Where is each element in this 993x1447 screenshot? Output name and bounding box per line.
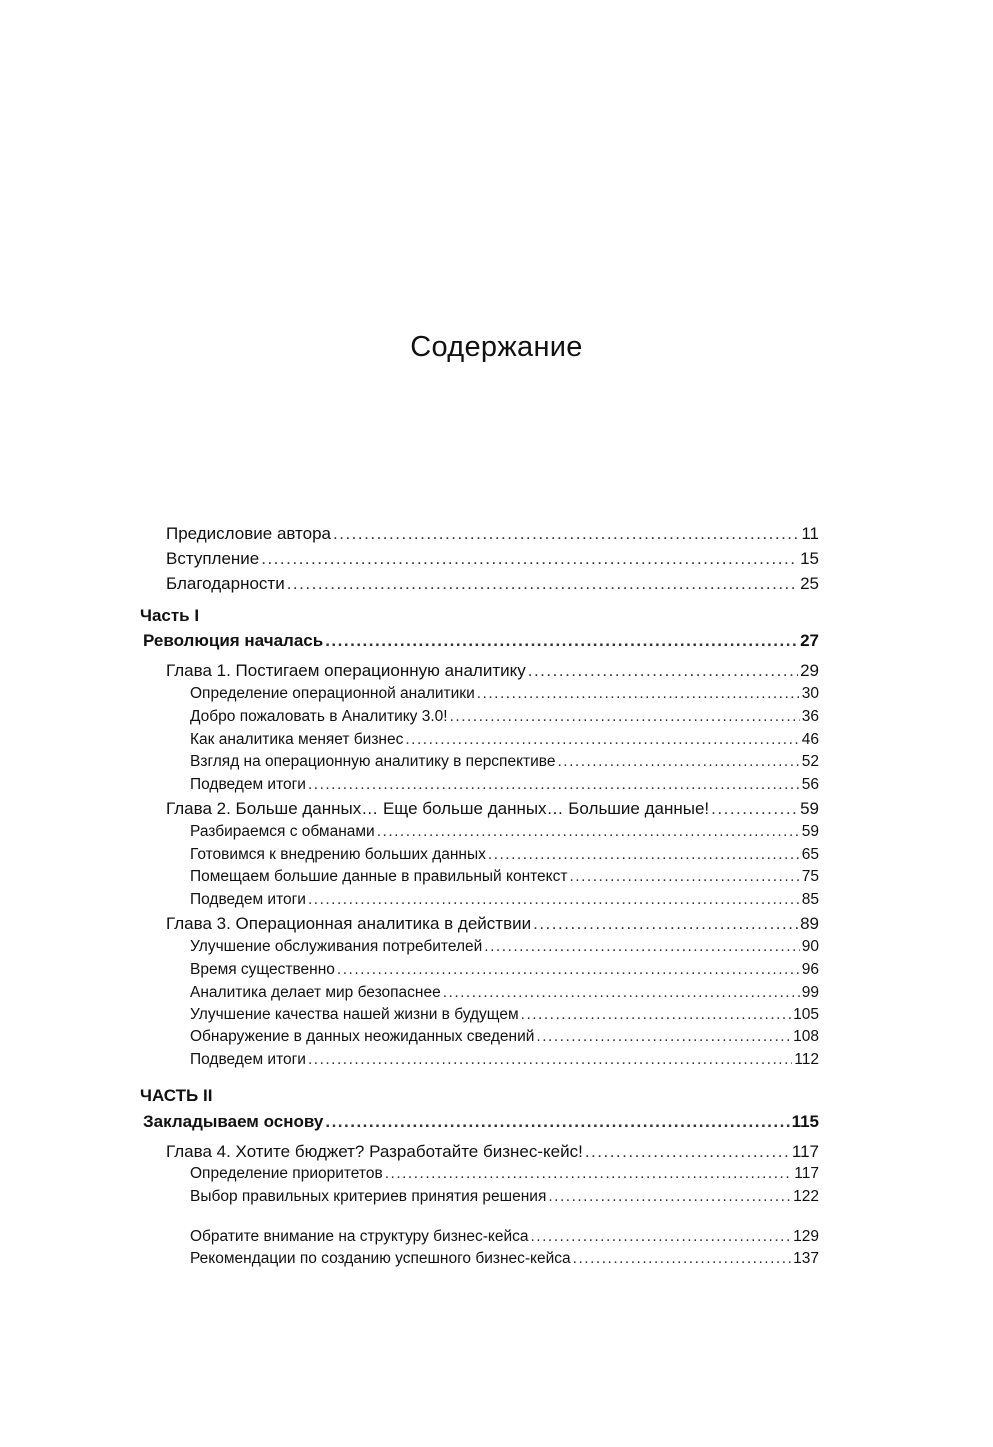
- toc-entry-page: 11: [801, 524, 819, 543]
- toc-part-title: [143, 632, 819, 652]
- toc-leader-dots: [287, 575, 798, 592]
- toc-entry-page: 25: [800, 574, 819, 593]
- section-label: Как аналитика меняет бизнес: [190, 731, 404, 748]
- toc-leader-dots: [450, 709, 800, 725]
- toc-leader-dots: [484, 939, 799, 955]
- toc-leader-dots: [488, 847, 800, 863]
- toc-leader-dots: [443, 985, 800, 1001]
- toc-leader-dots: [557, 754, 799, 770]
- chapter-label: Глава 3. Операционная аналитика в действии: [166, 914, 532, 933]
- section-page: 117: [794, 1165, 819, 1182]
- toc-section: [190, 709, 819, 727]
- toc-section: [190, 754, 819, 772]
- chapter-label: Глава 1. Постигаем операционную аналитику: [166, 661, 526, 680]
- page-title: Содержание: [410, 331, 583, 363]
- toc-section: [190, 1189, 819, 1207]
- toc-entry-label: Предисловие автора: [166, 524, 332, 543]
- toc-section: [190, 985, 819, 1003]
- part-heading-label: Часть I: [140, 606, 200, 625]
- toc-chapter: [166, 800, 819, 820]
- toc-leader-dots: [711, 800, 798, 817]
- section-page: 59: [801, 823, 819, 840]
- toc-section: [190, 1166, 819, 1184]
- section-label: Рекомендации по созданию успешного бизнес-кейса: [190, 1250, 571, 1267]
- chapter-label: Глава 2. Больше данных… Еще больше данных… Большие данные!: [166, 799, 710, 818]
- toc-section: [190, 777, 819, 795]
- section-page: 129: [793, 1228, 819, 1245]
- toc-leader-dots: [533, 915, 798, 932]
- toc-entry-label: Вступление: [166, 549, 260, 568]
- section-page: 52: [801, 753, 819, 770]
- section-page: 112: [794, 1051, 819, 1068]
- toc-entry-front: [166, 575, 819, 595]
- toc-chapter: [166, 1143, 819, 1163]
- toc-section: [190, 892, 819, 910]
- section-page: 36: [801, 708, 819, 725]
- toc-chapter: [166, 662, 819, 682]
- section-label: Помещаем большие данные в правильный контекст: [190, 868, 568, 885]
- toc-section: [190, 732, 819, 750]
- part-title-label: Закладываем основу: [143, 1112, 324, 1131]
- section-label: Подведем итоги: [190, 1051, 306, 1068]
- section-label: Определение операционной аналитики: [190, 685, 475, 702]
- toc-leader-dots: [528, 662, 798, 679]
- part-title-page: 115: [791, 1112, 819, 1131]
- chapter-page: 89: [800, 914, 819, 933]
- section-label: Готовимся к внедрению больших данных: [190, 846, 486, 863]
- section-page: 96: [801, 961, 819, 978]
- chapter-label: Глава 4. Хотите бюджет? Разработайте бизнес-кейс!: [166, 1142, 583, 1161]
- part-heading-label: ЧАСТЬ II: [140, 1086, 213, 1105]
- section-page: 105: [793, 1006, 819, 1023]
- section-page: 137: [793, 1250, 819, 1267]
- toc-leader-dots: [325, 632, 798, 649]
- toc-leader-dots: [477, 686, 800, 702]
- section-page: 108: [793, 1028, 819, 1045]
- section-label: Аналитика делает мир безопаснее: [190, 984, 441, 1001]
- toc-section: [190, 939, 819, 957]
- section-label: Время существенно: [190, 961, 335, 978]
- toc-part-title: [143, 1113, 819, 1133]
- section-page: 30: [801, 685, 819, 702]
- toc-entry-front: [166, 525, 819, 545]
- chapter-page: 117: [791, 1142, 819, 1161]
- toc-chapter: [166, 915, 819, 935]
- toc-leader-dots: [377, 824, 800, 840]
- section-page: 99: [801, 984, 819, 1001]
- section-label: Подведем итоги: [190, 891, 306, 908]
- toc-leader-dots: [521, 1007, 791, 1023]
- chapter-page: 29: [800, 661, 819, 680]
- toc-section: [190, 962, 819, 980]
- toc-entry-page: 15: [800, 549, 819, 568]
- section-label: Обратите внимание на структуру бизнес-кейса: [190, 1228, 529, 1245]
- toc-leader-dots: [405, 732, 799, 748]
- section-label: Подведем итоги: [190, 776, 306, 793]
- toc-section: [190, 824, 819, 842]
- toc-entry-front: [166, 550, 819, 570]
- toc-section: [190, 1007, 819, 1025]
- toc-section: [190, 869, 819, 887]
- section-label: Определение приоритетов: [190, 1165, 383, 1182]
- section-label: Улучшение качества нашей жизни в будущем: [190, 1006, 519, 1023]
- section-page: 56: [801, 776, 819, 793]
- toc-section: [190, 1229, 819, 1247]
- toc-section: [190, 1029, 819, 1047]
- toc-entry-label: Благодарности: [166, 574, 285, 593]
- toc-leader-dots: [333, 525, 799, 542]
- toc-part-heading: [140, 607, 199, 627]
- section-page: 75: [801, 868, 819, 885]
- section-label: Улучшение обслуживания потребителей: [190, 938, 483, 955]
- toc-leader-dots: [548, 1189, 791, 1205]
- toc-leader-dots: [337, 962, 800, 978]
- toc-leader-dots: [536, 1029, 791, 1045]
- toc-leader-dots: [531, 1229, 792, 1245]
- section-page: 46: [801, 731, 819, 748]
- section-page: 90: [801, 938, 819, 955]
- toc-leader-dots: [573, 1251, 791, 1267]
- toc-leader-dots: [585, 1143, 790, 1160]
- section-label: Выбор правильных критериев принятия решения: [190, 1188, 547, 1205]
- toc-leader-dots: [308, 777, 800, 793]
- section-label: Взгляд на операционную аналитику в перспективе: [190, 753, 556, 770]
- toc-section: [190, 1251, 819, 1269]
- section-label: Обнаружение в данных неожиданных сведений: [190, 1028, 535, 1045]
- part-title-page: 27: [800, 631, 819, 650]
- section-page: 65: [801, 846, 819, 863]
- section-page: 85: [801, 891, 819, 908]
- section-page: 122: [793, 1188, 819, 1205]
- part-title-label: Революция началась: [143, 631, 324, 650]
- toc-leader-dots: [569, 869, 799, 885]
- toc-part-heading: [140, 1087, 212, 1107]
- toc-leader-dots: [308, 892, 800, 908]
- toc-section: [190, 847, 819, 865]
- toc-leader-dots: [261, 550, 798, 567]
- toc-section: [190, 686, 819, 704]
- section-label: Добро пожаловать в Аналитику 3.0!: [190, 708, 448, 725]
- toc-section: [190, 1052, 819, 1070]
- toc-leader-dots: [385, 1166, 793, 1182]
- toc-leader-dots: [308, 1052, 792, 1068]
- chapter-page: 59: [800, 799, 819, 818]
- section-label: Разбираемся с обманами: [190, 823, 375, 840]
- toc-leader-dots: [325, 1113, 789, 1130]
